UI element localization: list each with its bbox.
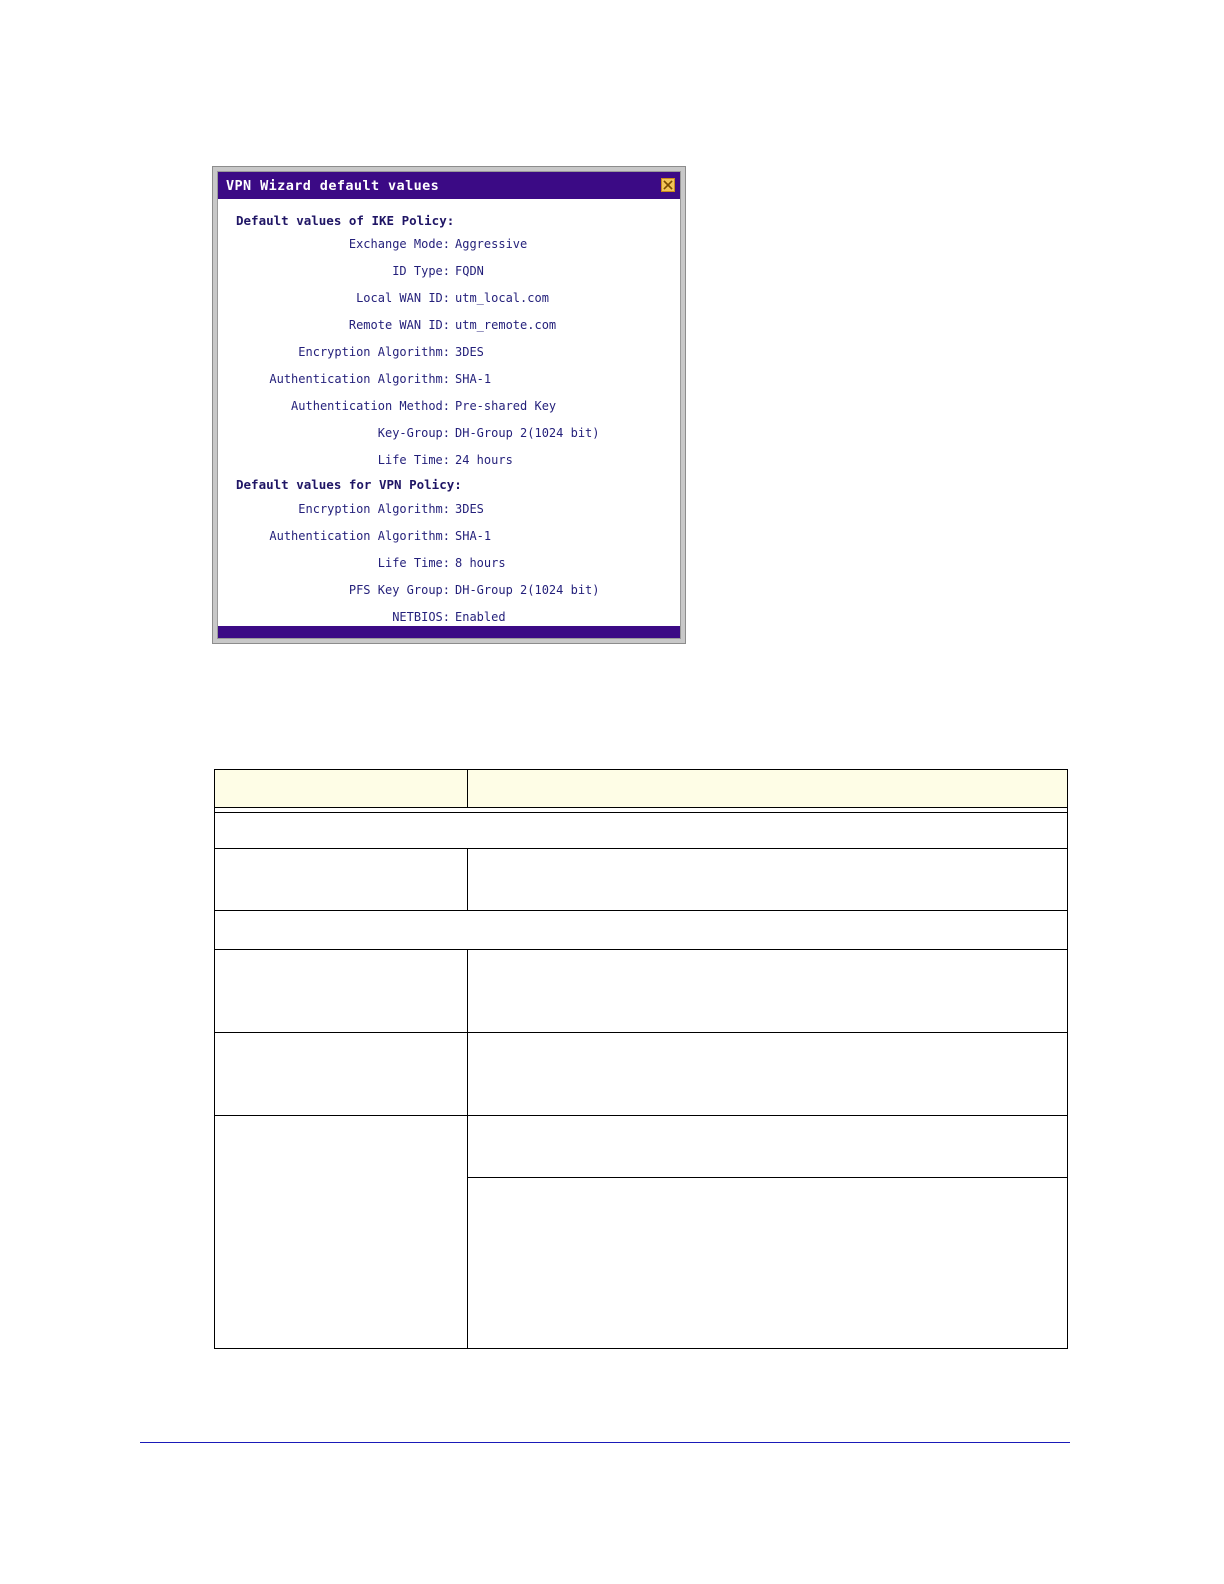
row-value: utm_remote.com: [455, 318, 557, 332]
dialog-titlebar[interactable]: [218, 172, 680, 199]
row-value: 24 hours: [455, 453, 513, 467]
table-header-description: [468, 770, 1067, 807]
settings-table: [214, 769, 1068, 1349]
table-divider: [467, 770, 468, 807]
vpn-wizard-defaults-dialog: [212, 166, 686, 644]
row-value: Aggressive: [455, 237, 528, 251]
dialog-body: [217, 171, 681, 639]
ike-row-exchange-mode: [218, 237, 680, 255]
close-button[interactable]: [661, 178, 675, 192]
row-value: 8 hours: [455, 556, 506, 570]
row-label: Authentication Algorithm:: [269, 372, 450, 386]
ike-row-encryption-algorithm: [218, 345, 680, 363]
dialog-title: VPN Wizard default values: [226, 178, 440, 194]
ike-row-life-time: [218, 453, 680, 471]
table-rule: [215, 807, 1067, 808]
table-row: [468, 1116, 1067, 1177]
vpn-policy-heading: Default values for VPN Policy:: [236, 477, 462, 492]
row-value: utm_local.com: [455, 291, 549, 305]
dialog-footer-bar: [218, 626, 680, 638]
row-value: DH-Group 2(1024 bit): [455, 426, 600, 440]
row-label: Key-Group:: [377, 426, 450, 440]
row-value: FQDN: [455, 264, 484, 278]
table-row: [215, 849, 467, 910]
page-footer-rule: [140, 1442, 1070, 1443]
vpn-row-life-time: [218, 556, 680, 574]
row-value: DH-Group 2(1024 bit): [455, 583, 600, 597]
ike-row-remote-wan-id: [218, 318, 680, 336]
ike-row-authentication-algorithm: [218, 372, 680, 390]
table-row: [468, 1033, 1067, 1115]
row-label: Authentication Method:: [291, 399, 450, 413]
dialog-content: [218, 199, 680, 622]
row-value: SHA-1: [455, 529, 492, 543]
table-row: [215, 1116, 467, 1348]
table-header-setting: [215, 770, 467, 807]
row-label: Local WAN ID:: [356, 291, 450, 305]
row-label: Encryption Algorithm:: [298, 502, 450, 516]
close-icon: [662, 179, 674, 191]
ike-policy-heading: Default values of IKE Policy:: [236, 213, 455, 228]
table-section-row: [215, 813, 1067, 848]
table-row: [215, 1033, 467, 1115]
ike-row-authentication-method: [218, 399, 680, 417]
table-section-row: [215, 911, 1067, 949]
row-label: PFS Key Group:: [348, 583, 450, 597]
row-label: Authentication Algorithm:: [269, 529, 450, 543]
vpn-row-pfs-key-group: [218, 583, 680, 601]
table-row: [215, 950, 467, 1032]
row-value: Enabled: [455, 610, 506, 624]
ike-row-local-wan-id: [218, 291, 680, 309]
row-label: NETBIOS:: [392, 610, 450, 624]
vpn-row-encryption-algorithm: [218, 502, 680, 520]
ike-row-key-group: [218, 426, 680, 444]
vpn-row-authentication-algorithm: [218, 529, 680, 547]
row-value: 3DES: [455, 345, 484, 359]
table-row: [468, 849, 1067, 910]
row-value: Pre-shared Key: [455, 399, 557, 413]
table-row: [468, 950, 1067, 1032]
row-label: Exchange Mode:: [348, 237, 450, 251]
table-row: [468, 1178, 1067, 1348]
row-value: 3DES: [455, 502, 484, 516]
row-label: Encryption Algorithm:: [298, 345, 450, 359]
row-label: Remote WAN ID:: [348, 318, 450, 332]
row-label: Life Time:: [377, 556, 450, 570]
row-label: Life Time:: [377, 453, 450, 467]
row-value: SHA-1: [455, 372, 492, 386]
row-label: ID Type:: [392, 264, 450, 278]
ike-row-id-type: [218, 264, 680, 282]
